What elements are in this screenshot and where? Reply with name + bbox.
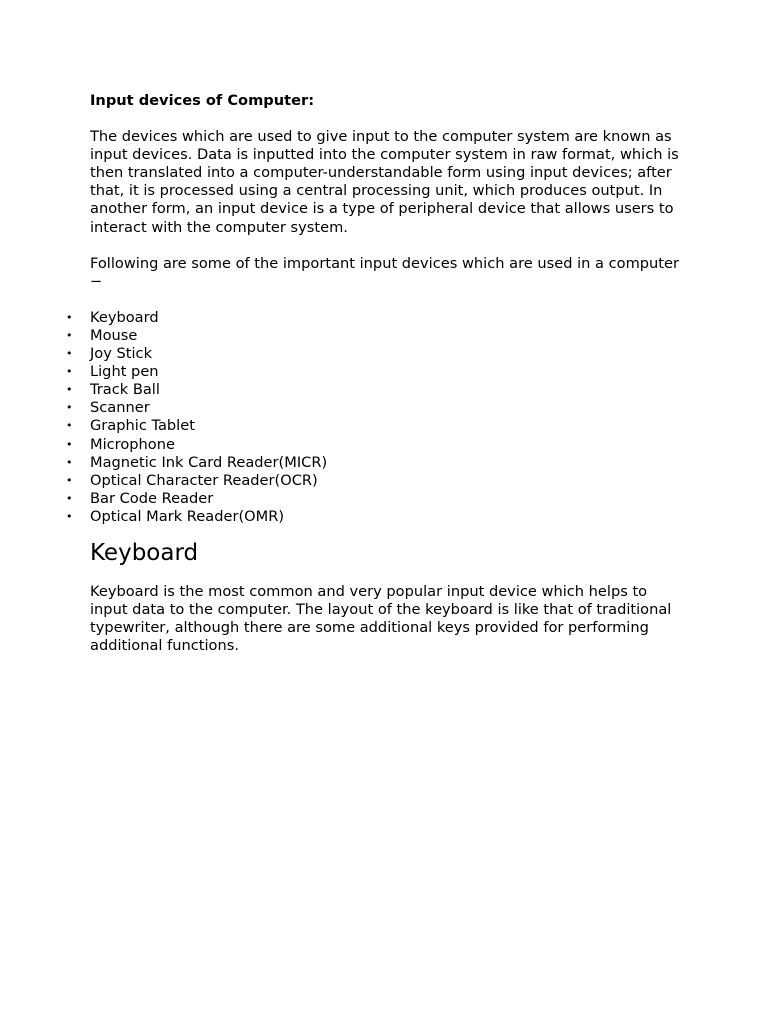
list-intro-paragraph: Following are some of the important input devices which are used in a computer − bbox=[90, 254, 680, 290]
bullet-icon: • bbox=[66, 365, 73, 379]
bullet-icon: • bbox=[66, 401, 73, 415]
bullet-icon: • bbox=[66, 419, 73, 433]
list-item bbox=[66, 326, 680, 345]
list-item-label: Light pen bbox=[90, 363, 159, 381]
bullet-icon: • bbox=[66, 473, 73, 487]
bullet-icon: • bbox=[66, 310, 73, 324]
list-item-label: Optical Character Reader(OCR) bbox=[90, 471, 318, 489]
bullet-icon: • bbox=[66, 437, 73, 451]
list-item bbox=[66, 489, 680, 508]
list-item bbox=[66, 507, 680, 526]
list-item bbox=[66, 435, 680, 454]
list-item-label: Joy Stick bbox=[90, 345, 153, 363]
list-item bbox=[66, 399, 680, 417]
list-item-label: Magnetic Ink Card Reader(MICR) bbox=[90, 453, 328, 471]
list-item bbox=[66, 345, 680, 363]
list-item-label: Track Ball bbox=[90, 381, 160, 399]
document-title: Input devices of Computer: bbox=[90, 92, 315, 109]
list-item bbox=[66, 308, 680, 327]
list-item-label: Bar Code Reader bbox=[90, 489, 214, 507]
list-item bbox=[66, 453, 680, 472]
section-body-keyboard: Keyboard is the most common and very popular input device which helps to input data to the computer. The layout of the keyboard is like that of traditional typewriter, although there are some additional keys provided for performing additional functions. bbox=[90, 582, 672, 655]
intro-paragraph: The devices which are used to give input to the computer system are known as input devices. Data is inputted into the computer system in raw format, which is then translated into a computer-understandable form using input devices; after that, it is processed using a central processing unit, which produces output. In another form, an input device is a type of peripheral device that allows users to interact with the computer system. bbox=[90, 128, 679, 236]
bullet-icon: • bbox=[66, 455, 73, 469]
bullet-icon: • bbox=[66, 491, 73, 505]
section-heading-keyboard: Keyboard bbox=[90, 539, 199, 566]
list-item-label: Keyboard bbox=[90, 308, 159, 326]
list-item-label: Optical Mark Reader(OMR) bbox=[90, 507, 285, 525]
input-devices-list bbox=[66, 308, 680, 526]
document-content bbox=[66, 92, 680, 655]
list-item-label: Graphic Tablet bbox=[90, 417, 195, 435]
list-item-label: Mouse bbox=[90, 326, 138, 344]
bullet-icon: • bbox=[66, 509, 73, 523]
list-item bbox=[66, 471, 680, 490]
list-item bbox=[66, 363, 680, 381]
list-item bbox=[66, 381, 680, 399]
bullet-icon: • bbox=[66, 383, 73, 397]
bullet-icon: • bbox=[66, 328, 73, 342]
list-item-label: Microphone bbox=[90, 435, 175, 453]
list-item bbox=[66, 417, 680, 435]
bullet-icon: • bbox=[66, 347, 73, 361]
list-item-label: Scanner bbox=[90, 399, 150, 417]
